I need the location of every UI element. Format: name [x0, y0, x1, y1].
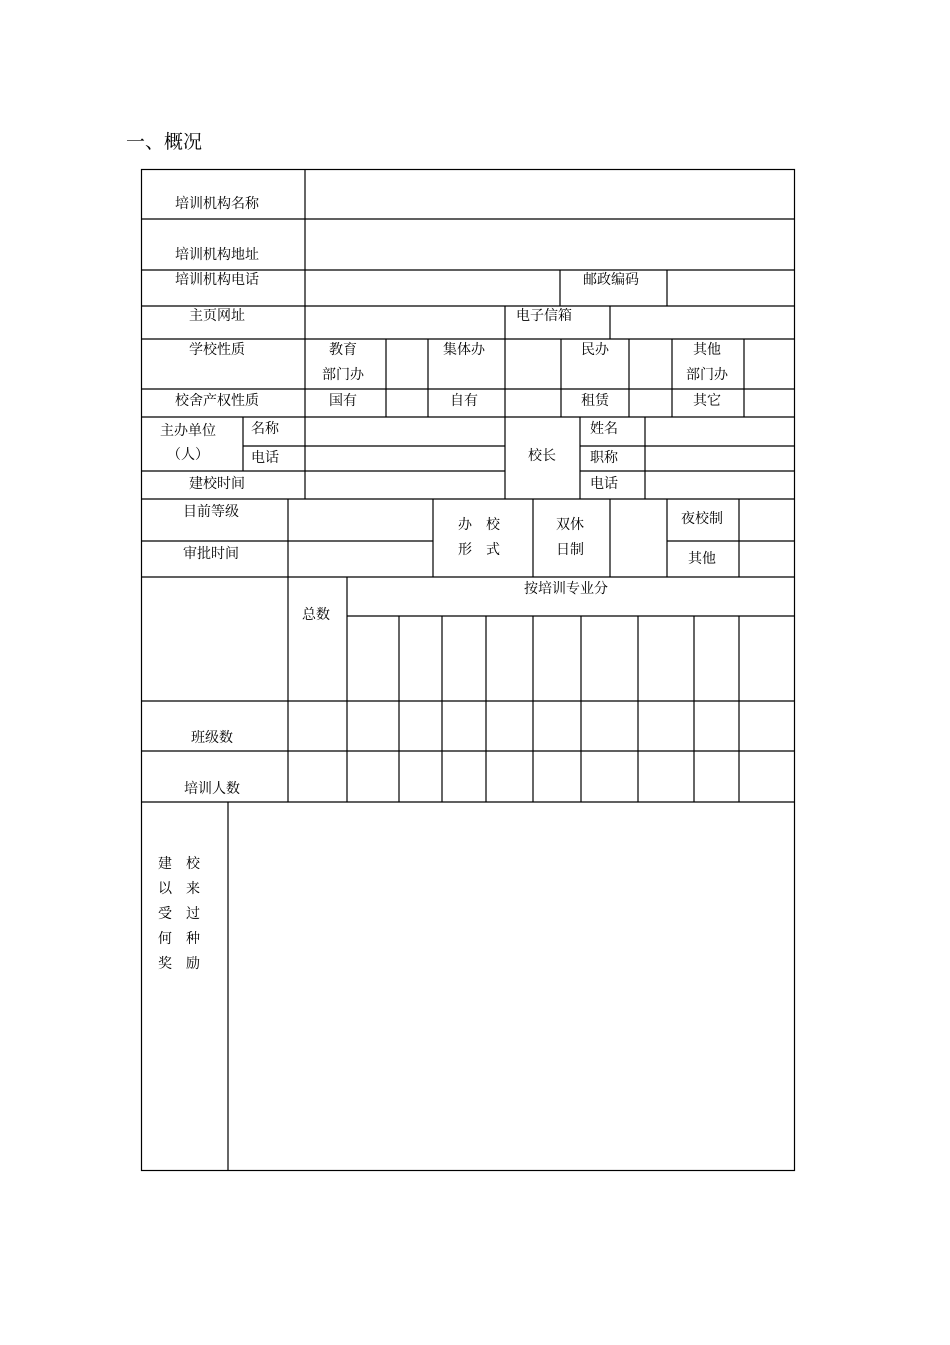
- label-principal-phone: 电话: [590, 476, 618, 492]
- label-trainees: 培训人数: [184, 781, 240, 797]
- label-collective: 集体办: [443, 342, 485, 358]
- label-org-address: 培训机构地址: [175, 247, 259, 263]
- label-homepage: 主页网址: [189, 308, 245, 324]
- label-email: 电子信箱: [516, 308, 572, 324]
- label-night-school: 夜校制: [681, 511, 723, 527]
- label-classes: 班级数: [191, 730, 233, 746]
- label-edu-dept-line2: 部门办: [322, 367, 364, 383]
- label-school-nature: 学校性质: [189, 342, 245, 358]
- label-other-property: 其它: [693, 393, 721, 409]
- label-mode-line2: 形 式: [458, 542, 500, 558]
- label-self-owned: 自有: [450, 393, 478, 409]
- label-org-name: 培训机构名称: [175, 196, 259, 212]
- label-sponsor-name: 名称: [251, 421, 279, 437]
- label-approval-time: 审批时间: [183, 546, 239, 562]
- label-awards: 建 校 以 来 受 过 何 种 奖 励: [158, 856, 200, 972]
- label-mode-other: 其他: [688, 551, 716, 567]
- label-sponsor-line2: （人）: [167, 447, 209, 463]
- label-weekend-line1: 双休: [556, 517, 584, 533]
- label-property-nature: 校舍产权性质: [175, 393, 259, 409]
- label-state-owned: 国有: [329, 393, 357, 409]
- label-by-major: 按培训专业分: [524, 581, 608, 597]
- label-mode-line1: 办 校: [458, 517, 500, 533]
- label-sponsor-line1: 主办单位: [160, 423, 216, 439]
- label-private: 民办: [581, 342, 609, 358]
- label-principal-title: 职称: [590, 450, 618, 466]
- label-edu-dept-line1: 教育: [329, 342, 357, 358]
- label-leased: 租赁: [581, 393, 609, 409]
- label-founded: 建校时间: [189, 476, 245, 492]
- label-principal: 校长: [528, 448, 556, 464]
- label-weekend-line2: 日制: [556, 542, 584, 558]
- label-other-dept-line1: 其他: [693, 342, 721, 358]
- label-postcode: 邮政编码: [583, 272, 639, 288]
- label-sponsor-phone: 电话: [251, 450, 279, 466]
- label-other-dept-line2: 部门办: [686, 367, 728, 383]
- label-grade: 目前等级: [183, 504, 239, 520]
- label-org-phone: 培训机构电话: [175, 272, 259, 288]
- section-heading: 一、概况: [126, 131, 203, 153]
- label-total: 总数: [302, 607, 330, 623]
- label-principal-name: 姓名: [590, 421, 618, 437]
